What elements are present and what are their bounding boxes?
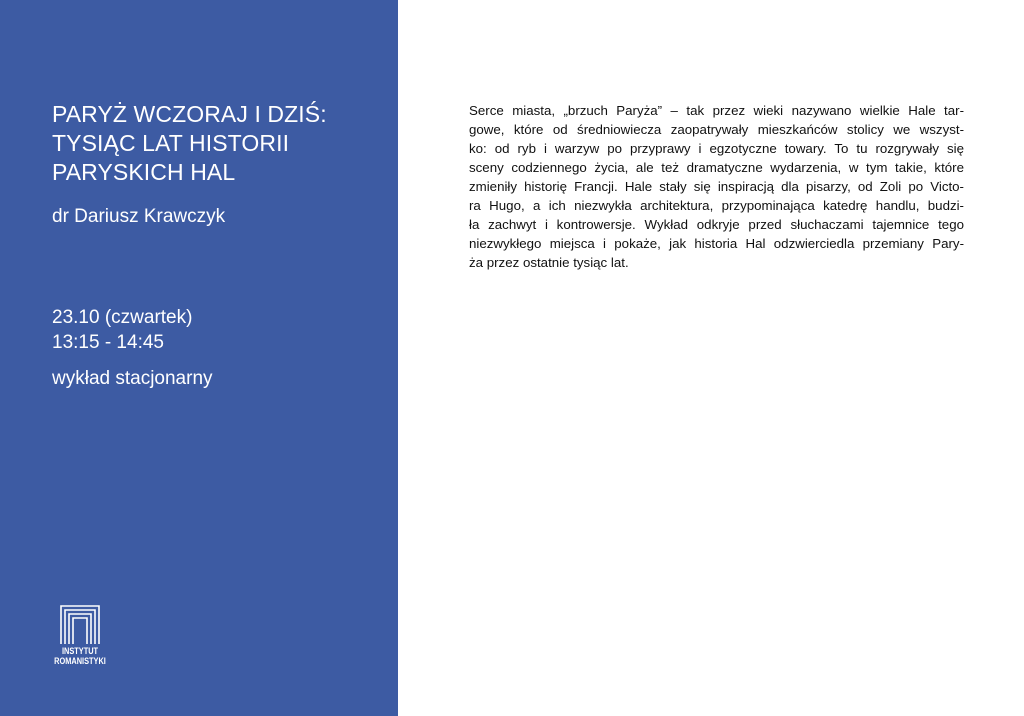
institute-logo-text <box>54 646 106 666</box>
logo-line-1: INSTYTUT <box>61 646 99 656</box>
event-date: 23.10 (czwartek) <box>52 307 193 328</box>
logo-line-2: ROMANISTYKI <box>54 656 106 666</box>
description-line: ża przez ostatnie tysiąc lat. <box>469 255 629 270</box>
description-line: zmieniły historię Francji. Hale stały się inspiracją dla pisarzy, od Zoli po Victo- <box>469 179 964 194</box>
event-format: wykład stacjonarny <box>52 368 213 389</box>
arch-gate-logo-icon <box>58 602 102 644</box>
event-title-line: PARYŻ WCZORAJ I DZIŚ: <box>52 101 327 127</box>
event-title <box>52 100 382 187</box>
description-line: ła zachwyt i kontrowersje. Wykład odkryje przed słuchaczami tajemnice tego <box>469 217 964 232</box>
speaker-name: dr Dariusz Krawczyk <box>52 206 226 227</box>
description-line: sceny codziennego życia, ale też dramatyczne wydarzenia, w tym takie, które <box>469 160 964 175</box>
description-line: Serce miasta, „brzuch Paryża” – tak przez wieki nazywano wielkie Hale tar- <box>469 103 964 118</box>
description-line: niezwykłego miejsca i pokaże, jak historia Hal odzwierciedla przemiany Pary- <box>469 236 964 251</box>
description-line: gowe, które od średniowiecza zaopatrywały mieszkańców stolicy we wszyst- <box>469 122 964 137</box>
institute-logo <box>48 602 112 672</box>
left-info-panel <box>0 0 398 716</box>
event-title-line: TYSIĄC LAT HISTORII <box>52 130 290 156</box>
lecture-description <box>469 101 964 272</box>
description-line: ra Hugo, a ich niezwykła architektura, przypominająca katedrę handlu, budzi- <box>469 198 964 213</box>
event-title-line: PARYSKICH HAL <box>52 159 236 185</box>
right-description-panel <box>398 0 1024 716</box>
event-time: 13:15 - 14:45 <box>52 332 164 353</box>
description-line: ko: od ryb i warzyw po przyprawy i egzotyczne towary. To tu rozgrywały się <box>469 141 964 156</box>
